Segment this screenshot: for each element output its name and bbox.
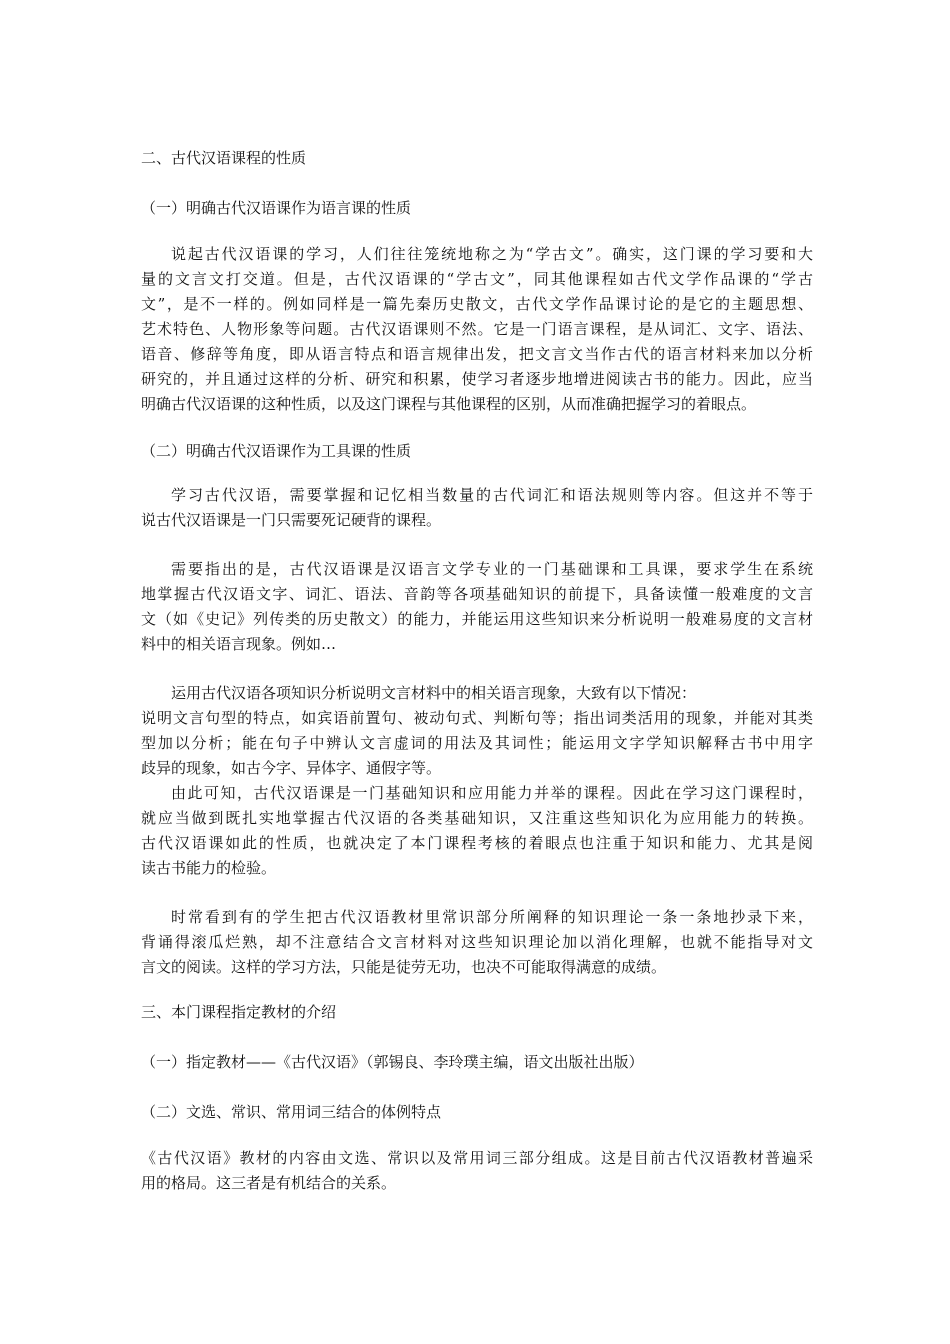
text-line: 型加以分析；能在句子中辨认文言虚词的用法及其词性；能运用文字学知识解释古书中用字 xyxy=(141,734,813,752)
text-line: 需要指出的是，古代汉语课是汉语言文学专业的一门基础课和工具课，要求学生在系统 xyxy=(171,560,813,578)
text-line: 由此可知，古代汉语课是一门基础知识和应用能力并举的课程。因此在学习这门课程时， xyxy=(171,784,813,802)
text-line: 文（如《史记》列传类的历史散文）的能力，并能运用这些知识来分析说明一般难易度的文言材 xyxy=(141,610,813,628)
section-2-1-title: （一）明确古代汉语课作为语言课的性质 xyxy=(141,199,412,217)
text-line: 歧异的现象，如古今字、异体字、通假字等。 xyxy=(141,759,442,777)
text-line: 量的文言文打交道。但是，古代汉语课的“学古文”，同其他课程如古代文学作品课的“学古 xyxy=(141,270,813,288)
text-line: 艺术特色、人物形象等问题。古代汉语课则不然。它是一门语言课程，是从词汇、文字、语法、 xyxy=(141,320,813,338)
section-2-title: 二、古代汉语课程的性质 xyxy=(141,149,307,167)
text-line: 说明文言句型的特点，如宾语前置句、被动句式、判断句等；指出词类活用的现象，并能对其类 xyxy=(141,709,813,727)
section-3-1-title: （一）指定教材——《古代汉语》（郭锡良、李玲璞主编，语文出版社出版） xyxy=(141,1053,644,1071)
paragraph-1 xyxy=(141,242,813,417)
section-2-2-title: （二）明确古代汉语课作为工具课的性质 xyxy=(141,442,412,460)
paragraph-4 xyxy=(141,681,813,781)
text-line: 文”，是不一样的。例如同样是一篇先秦历史散文，古代文学作品课讨论的是它的主题思想、 xyxy=(141,295,813,313)
text-line: 说起古代汉语课的学习，人们往往笼统地称之为“学古文”。确实，这门课的学习要和大 xyxy=(171,245,813,263)
text-line: 说古代汉语课是一门只需要死记硬背的课程。 xyxy=(141,511,442,529)
text-line: 运用古代汉语各项知识分析说明文言材料中的相关语言现象，大致有以下情况： xyxy=(171,684,697,702)
text-line: 地掌握古代汉语文字、词汇、语法、音韵等各项基础知识的前提下，具备读懂一般难度的文言 xyxy=(141,585,813,603)
text-line: 明确古代汉语课的这种性质，以及这门课程与其他课程的区别，从而准确把握学习的着眼点。 xyxy=(141,395,757,413)
document-page xyxy=(141,148,813,1196)
text-line: 读古书能力的检验。 xyxy=(141,859,277,877)
text-line: 背诵得滚瓜烂熟，却不注意结合文言材料对这些知识理论加以消化理解，也就不能指导对文 xyxy=(141,933,813,951)
text-line: 用的格局。这三者是有机结合的关系。 xyxy=(141,1174,397,1192)
text-line: 《古代汉语》教材的内容由文选、常识以及常用词三部分组成。这是目前古代汉语教材普遍采 xyxy=(141,1149,813,1167)
text-line: 研究的，并且通过这样的分析、研究和积累，使学习者逐步地增进阅读古书的能力。因此，应当 xyxy=(141,370,813,388)
paragraph-2 xyxy=(141,483,813,533)
text-line: 料中的相关语言现象。例如… xyxy=(141,635,337,653)
text-line: 言文的阅读。这样的学习方法，只能是徒劳无功，也决不可能取得满意的成绩。 xyxy=(141,958,667,976)
paragraph-7 xyxy=(141,1146,813,1196)
text-line: 语音、修辞等角度，即从语言特点和语言规律出发，把文言文当作古代的语言材料来加以分析 xyxy=(141,345,813,363)
paragraph-3 xyxy=(141,557,813,657)
text-line: 时常看到有的学生把古代汉语教材里常识部分所阐释的知识理论一条一条地抄录下来， xyxy=(171,908,813,926)
text-line: 古代汉语课如此的性质，也就决定了本门课程考核的着眼点也注重于知识和能力、尤其是阅 xyxy=(141,834,813,852)
paragraph-5 xyxy=(141,781,813,881)
section-3-2-title: （二）文选、常识、常用词三结合的体例特点 xyxy=(141,1103,442,1121)
text-line: 就应当做到既扎实地掌握古代汉语的各类基础知识，又注重这些知识化为应用能力的转换。 xyxy=(141,809,813,827)
paragraph-6 xyxy=(141,905,813,980)
section-3-title: 三、本门课程指定教材的介绍 xyxy=(141,1003,337,1021)
text-line: 学习古代汉语，需要掌握和记忆相当数量的古代词汇和语法规则等内容。但这并不等于 xyxy=(171,486,813,504)
